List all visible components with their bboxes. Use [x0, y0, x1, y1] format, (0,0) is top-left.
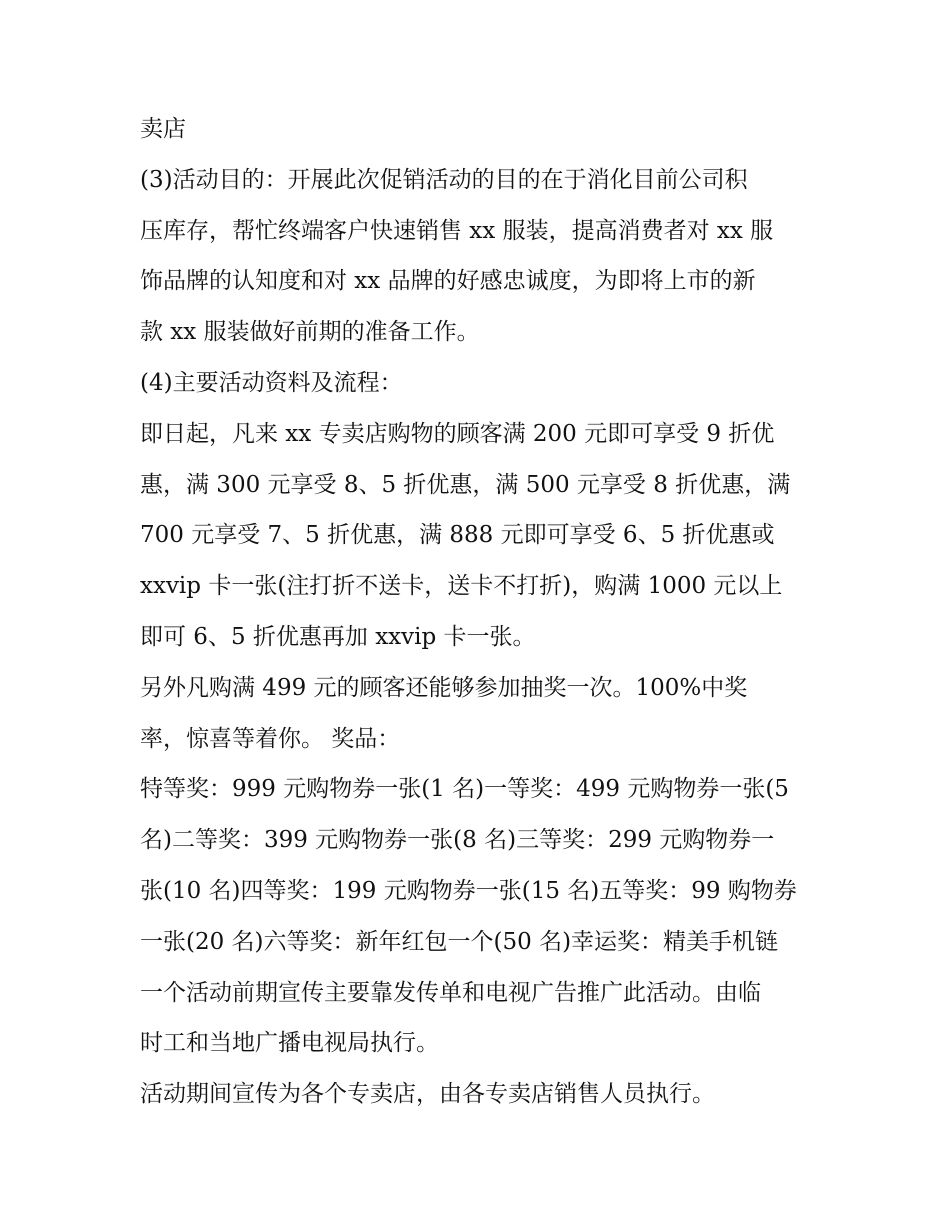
text-line: 活动期间宣传为各个专卖店，由各专卖店销售人员执行。 — [140, 1081, 715, 1108]
text-line: 压库存，帮忙终端客户快速销售 xx 服装，提高消费者对 xx 服 — [140, 217, 774, 244]
text-line: 卖店 — [140, 116, 186, 142]
text-line: 饰品牌的认知度和对 xx 品牌的好感忠诚度，为即将上市的新 — [140, 268, 756, 295]
text-line: 即日起，凡来 xx 专卖店购物的顾客满 200 元即可享受 9 折优 — [140, 420, 775, 447]
text-line: 一个活动前期宣传主要靠发传单和电视广告推广此活动。由临 — [140, 979, 761, 1006]
text-line: 名)二等奖：399 元购物券一张(8 名)三等奖：299 元购物券一 — [140, 827, 775, 854]
text-line: 款 xx 服装做好前期的准备工作。 — [140, 319, 480, 346]
text-line: 率，惊喜等着你。 奖品： — [140, 725, 401, 752]
text-line: 特等奖：999 元购物券一张(1 名)一等奖：499 元购物券一张(5 — [140, 776, 789, 803]
text-line: 一张(20 名)六等奖：新年红包一个(50 名)幸运奖：精美手机链 — [140, 928, 779, 955]
text-line: (4)主要活动资料及流程： — [140, 369, 403, 396]
text-line: 700 元享受 7、5 折优惠，满 888 元即可享受 6、5 折优惠或 — [140, 522, 775, 549]
text-line: 即可 6、5 折优惠再加 xxvip 卡一张。 — [140, 623, 536, 650]
text-line: 惠，满 300 元享受 8、5 折优惠，满 500 元享受 8 折优惠，满 — [140, 471, 791, 498]
text-line: xxvip 卡一张(注打折不送卡，送卡不打折)，购满 1000 元以上 — [140, 573, 783, 600]
text-line: 张(10 名)四等奖：199 元购物券一张(15 名)五等奖：99 购物券 — [140, 877, 797, 904]
text-line: (3)活动目的：开展此次促销活动的目的在于消化目前公司积 — [140, 166, 748, 193]
document-page — [140, 104, 820, 1120]
text-line: 时工和当地广播电视局执行。 — [140, 1030, 439, 1057]
text-line: 另外凡购满 499 元的顾客还能够参加抽奖一次。100%中奖 — [140, 674, 748, 701]
